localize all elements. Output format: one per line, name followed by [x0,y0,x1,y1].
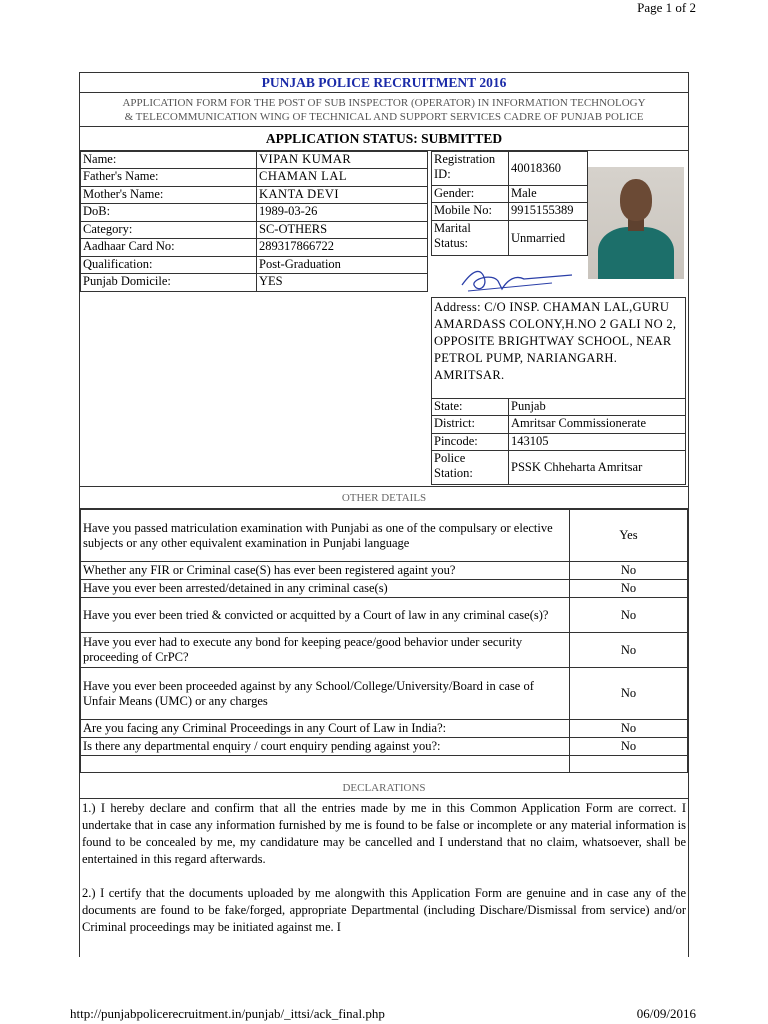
page-number: Page 1 of 2 [637,0,696,15]
declaration-1: 1.) I hereby declare and confirm that all the entries made by me in this Common Application Form are correct. I undertake that in case any information furnished by me is found to be false or incomplete or any material information is found to be concealed by me, my candidature may be cancelled and I understand that no claim, whatsoever, shall be entertained in this regard afterwards. [82,801,686,866]
answer-value: No [570,720,688,738]
application-form [79,72,689,957]
gender-label: Gender: [431,185,509,203]
answer-value: No [570,580,688,598]
district-label: District: [431,415,509,434]
table-row [81,720,688,738]
question-text: Have you ever been proceeded against by any School/College/University/Board in case of Unfair Means (UMC) or any charges [81,668,570,720]
answer-value: Yes [570,510,688,562]
answer-value: No [570,562,688,580]
answer-value: No [570,633,688,668]
police-station-value: PSSK Chheharta Amritsar [508,450,686,485]
dob-label: DoB: [80,203,257,222]
table-row [81,562,688,580]
question-text: Is there any departmental enquiry / court enquiry pending against you?: [81,738,570,756]
mobile-label: Mobile No: [431,202,509,221]
qualification-label: Qualification: [80,256,257,274]
answer-value: No [570,738,688,756]
applicant-photo [588,167,684,279]
form-subtitle [80,93,688,127]
application-status: APPLICATION STATUS: SUBMITTED [80,127,688,151]
footer-url: http://punjabpolicerecruitment.in/punjab/_ittsi/ack_final.php [70,1006,385,1021]
father-name-value: CHAMAN LAL [256,168,428,187]
table-row [81,668,688,720]
father-name-label: Father's Name: [80,168,257,187]
declarations-heading: DECLARATIONS [80,777,688,799]
registration-id-value: 40018360 [508,151,588,186]
pincode-label: Pincode: [431,433,509,451]
question-text: Have you ever had to execute any bond for keeping peace/good behavior under security proceeding of CrPC? [81,633,570,668]
form-title: PUNJAB POLICE RECRUITMENT 2016 [80,73,688,93]
form-subtitle-line2: & TELECOMMUNICATION WING OF TECHNICAL AND SUPPORT SERVICES CADRE OF PUNJAB POLICE [124,111,644,123]
marital-status-value: Unmarried [508,220,588,256]
answer-value: No [570,668,688,720]
other-details-table [80,509,688,773]
declarations-text [80,799,688,954]
signature-image [432,263,582,297]
dob-value: 1989-03-26 [256,203,428,222]
footer-date: 06/09/2016 [636,1006,696,1021]
table-row [81,633,688,668]
table-row [81,510,688,562]
registration-id-label: Registration ID: [431,151,509,186]
aadhaar-label: Aadhaar Card No: [80,238,257,257]
mother-name-value: KANTA DEVI [256,186,428,204]
name-label: Name: [80,151,257,169]
pincode-value: 143105 [508,433,686,451]
aadhaar-value: 289317866722 [256,238,428,257]
qualification-value: Post-Graduation [256,256,428,274]
category-value: SC-OTHERS [256,221,428,239]
question-text: Whether any FIR or Criminal case(S) has ever been registered againt you? [81,562,570,580]
personal-details-section [80,151,688,487]
domicile-label: Punjab Domicile: [80,273,257,292]
mother-name-label: Mother's Name: [80,186,257,204]
domicile-value: YES [256,273,428,292]
mobile-value: 9915155389 [508,202,588,221]
question-text: Have you ever been arrested/detained in any criminal case(s) [81,580,570,598]
table-row [81,598,688,633]
answer-value: No [570,598,688,633]
table-row [81,738,688,756]
other-details-heading: OTHER DETAILS [80,487,688,509]
declaration-2: 2.) I certify that the documents uploaded by me alongwith this Application Form are genuine and in case any of the documents are found to be fake/forged, appropriate Departmental (including Dischare/Dismissal from service) and/or Criminal proceedings may be initiated against me. I [82,886,686,934]
state-label: State: [431,398,509,416]
marital-status-label: Marital Status: [431,220,509,256]
table-row [81,580,688,598]
category-label: Category: [80,221,257,239]
table-row [81,756,688,773]
district-value: Amritsar Commissionerate [508,415,686,434]
police-station-label: Police Station: [431,450,509,485]
question-text: Are you facing any Criminal Proceedings in any Court of Law in India?: [81,720,570,738]
state-value: Punjab [508,398,686,416]
form-subtitle-line1: APPLICATION FORM FOR THE POST OF SUB INSPECTOR (OPERATOR) IN INFORMATION TECHNOLOGY [122,97,646,109]
question-text: Have you ever been tried & convicted or acquitted by a Court of law in any criminal case(s)? [81,598,570,633]
question-text: Have you passed matriculation examination with Punjabi as one of the compulsary or elective subjects or any other equivalent examination in Punjabi language [81,510,570,562]
gender-value: Male [508,185,588,203]
name-value: VIPAN KUMAR [256,151,428,169]
address-block: Address: C/O INSP. CHAMAN LAL,GURU AMARDASS COLONY,H.NO 2 GALI NO 2, OPPOSITE BRIGHTWAY SCHOOL, NEAR PETROL PUMP, NARIANGARH. AMRITSAR. [431,297,686,399]
